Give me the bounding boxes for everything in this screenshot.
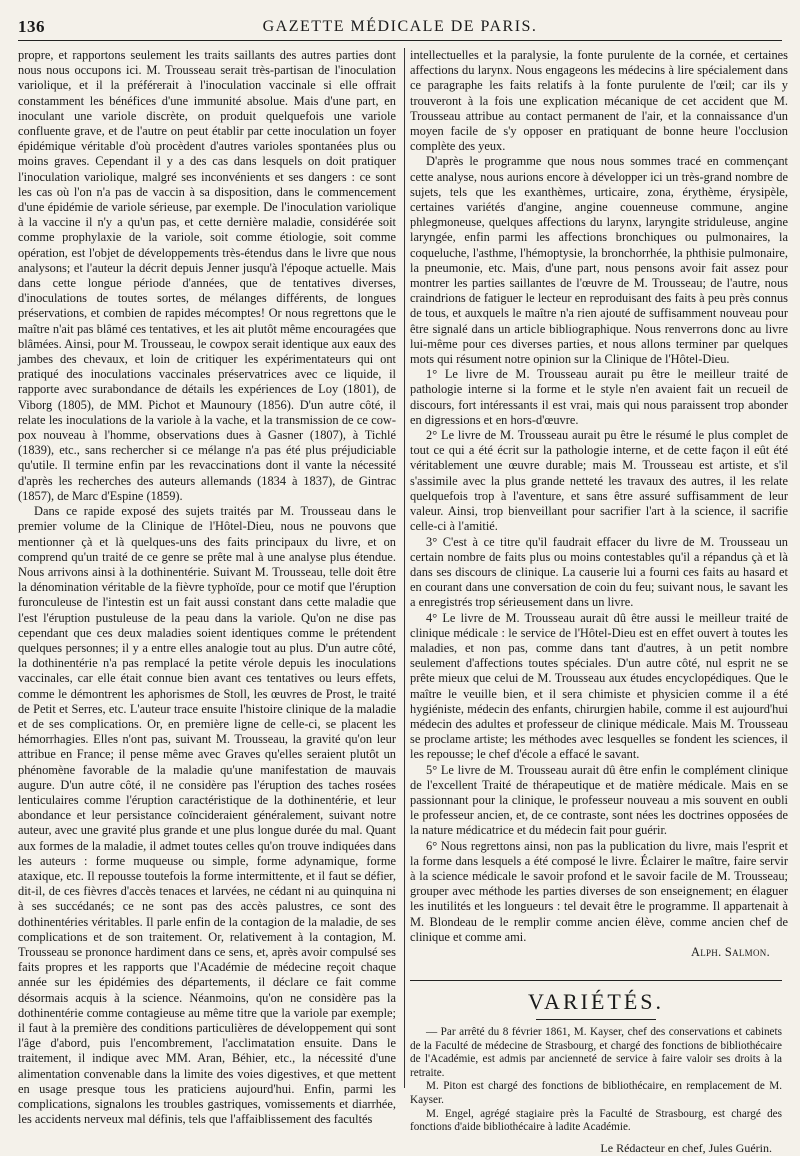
paragraph: Dans ce rapide exposé des sujets traités par M. Trousseau dans le premier volume de la Clinique de l'Hôtel-Dieu, nous ne pouvons que mentionner çà et là quelques-uns des faits principaux du livre, et on comprend qu'un traité de ce genre se prête mal à une analyse plus étendue. Nous arrivons ainsi à la dothinentérie. Suivant M. Trousseau, telle doit être la dénomination véritable de la fièvre typhoïde, pour ce motif que l'éruption furonculeuse de l'intestin est un fait aussi constant dans cette maladie que l'est l'éruption pustuleuse de la peau dans la variole. Qu'on ne dise pas cependant que ces deux maladies soient identiques comme le prétendent quelques personnes; il y a entre elles analogie tout au plus. D'un autre côté, la dothinentérie n'a pas remplacé la petite vérole depuis les inoculations vaccinales, car elle était connue bien avant ces tentatives ou leurs effets, comme le démontrent les aphorismes de Stoll, les œuvres de Prost, le traité de Petit et Serres, etc. L'auteur trace ensuite l'histoire clinique de la maladie et de ses complications. Or, en première ligne de celle-ci, se placent les hémorrhagies. Elles n'ont pas, suivant M. Trousseau, la gravité qu'on leur attribue en France; il pense même avec Graves qu'elles seraient plutôt un phénomène favorable de la maladie qu'une manifestation de mauvais augure. D'un autre côté, il ne considère pas l'éruption des taches rosées lenticulaires comme l'éruption caractéristique de la dothinentérie, et leur abondance et leur persistance coïncideraient généralement, suivant notre auteur, avec une gravité plus grande et une plus longue durée du mal. Quant aux formes de la maladie, il admet toutes celles qu'on trouve indiquées dans les auteurs : forme muqueuse ou simple, forme adynamique, forme ataxique, etc. Il repousse toutefois la forme intermittente, et il faut se défier, dit-il, de ces fièvres d'accès tenaces et larvées, ne cédant ni au quinquina ni à ses succédanés; ce ne sont pas des accès palustres, ce sont des dothinentéries véritables. Il parle enfin de la contagion de la maladie, de ses complications et de son traitement. Or, relativement à la contagion, M. Trousseau se prononce hardiment dans ce sens, et, après avoir compulsé ses faits propres et les rapports que l'Académie de médecine reçoit chaque année sur les épidémies des départements, il déclare ce fait comme désormais acquis à la science. Néanmoins, qu'on ne considère pas la dothinentérie comme contagieuse au même titre que la variole par exemple; il faut à la première des conditions particulières de développement qui sont l'âge d'abord, puis l'encombrement, l'acclimatation ensuite. Dans le traitement, il indique avec MM. Aran, Béhier, etc., la nécessité d'une alimentation convenable dans la limite des voies digestives, et que mettent en usage presque tous les praticiens aujourd'hui. Enfin, parmi les complications, signalons les troubles gastriques, vomissements et diarrhée, les accidents nerveux mal définis, tels que l'affaiblissement des facultés xyxy=(18,504,396,1127)
varietes-text xyxy=(410,1026,782,1135)
paragraph: intellectuelles et la paralysie, la fonte purulente de la cornée, et certaines affections du larynx. Nous engageons les médecins à lire spécialement dans ce paragraphe les faits relatifs à la fonte purulente de l'œil; car ils y trouveront à la fois une explication mécanique de cet accident que M. Trousseau attribue au contact permanent de l'air, et la connaissance d'un moyen facile de s'y opposer en pratiquant de bonne heure l'occlusion complète des yeux. xyxy=(410,48,788,154)
news-item: M. Piton est chargé des fonctions de bibliothécaire, en remplacement de M. Kayser. xyxy=(410,1080,782,1106)
numbered-paragraph: 5° Le livre de M. Trousseau aurait dû être enfin le complément clinique de l'excellent Traité de thérapeutique et de matière médicale. Mais en se passionnant pour la clinique, le professeur nouveau a mis souvent en oubli le professeur ancien, et, de ce contraste, sont nées les doctrines opposées de la nature médicatrice et du médecin fait pour guérir. xyxy=(410,762,788,838)
numbered-paragraph: 3° C'est à ce titre qu'il faudrait effacer du livre de M. Trousseau un certain nombre de faits plus ou moins contestables qu'il a répandus çà et là dans ses discours de clinique. La causerie lui a fourni ces faits au hasard et en courant dans une conversation de coin du feu; suivant nous, le savant les a enregistrés trop sérieusement dans un livre. xyxy=(410,534,788,610)
news-item: — Par arrêté du 8 février 1861, M. Kayser, chef des conservations et cabinets de la Faculté de médecine de Strasbourg, et chargé des fonctions de bibliothécaire de l'Académie, est admis par ancienneté de service à faire valoir ses droits à la retraite. xyxy=(410,1026,782,1079)
numbered-paragraph: 1° Le livre de M. Trousseau aurait pu être le meilleur traité de pathologie interne si la forme et le style n'en avaient fait un recueil de discours, fort intéressants il est vrai, mais qui nous paraissent trop abonder en digressions et en hors-d'œuvre. xyxy=(410,367,788,427)
author-signature: Alph. Salmon. xyxy=(690,944,770,959)
right-column xyxy=(410,48,788,960)
left-column xyxy=(18,48,405,1127)
paragraph: D'après le programme que nous nous sommes tracé en commençant cette analyse, nous aurions encore à développer ici un très-grand nombre de sujets, tels que les exanthèmes, urticaire, zona, érythème, érysipèle, certaines variétés d'angine, angine couenneuse commune, angine phlegmoneuse, quelques affections du larynx, laryngite striduleuse, angine laryngée, enfin parmi les affections bronchiques ou pulmonaires, la coqueluche, l'asthme, l'hémoptysie, la bronchorrhée, la phthisie pulmonaire, la pneumonie, etc. Mais, d'une part, nous pensons avoir fait assez pour montrer les parties saillantes de l'œuvre de M. Trousseau; de l'autre, nous craindrions de fatiguer le lecteur en reproduisant des faits à peu près connus de tous, et auxquels le maître n'a rien ajouté de suffisamment nouveau pour être signalé dans un article bibliographique. Nous renverrons donc au livre lui-même pour ces diverses parties, et nous allons terminer par quelques mots qui résument notre opinion sur la Clinique de l'Hôtel-Dieu. xyxy=(410,154,788,367)
running-title: GAZETTE MÉDICALE DE PARIS. xyxy=(262,18,538,35)
varietes-section xyxy=(410,980,782,1156)
numbered-paragraph: 4° Le livre de M. Trousseau aurait dû être aussi le meilleur traité de clinique médicale : le service de l'Hôtel-Dieu est en effet ouvert à toutes les maladies, et non pas, comme dans tant d'autres, à un petit nombre seulement d'affections toutes spéciales. D'un autre côté, nul esprit ne se prête mieux que celui de M. Trousseau aux études encyclopédiques. Que le maître le veuille bien, et il sera chimiste et physicien comme il a été hygiéniste, médecin des enfants, chirurgien habile, comme il est aujourd'hui médecin des adultes et professeur de clinique médicale. Mais M. Trousseau se proclame artiste; les méthodes avec lesquelles se fondent les sciences, il les repousse; le chef d'école a effacé le savant. xyxy=(410,610,788,762)
page-header xyxy=(18,14,782,41)
numbered-paragraph: 6° Nous regrettons ainsi, non pas la publication du livre, mais l'esprit et la forme dans lesquels a été composé le livre. Éclairer le maître, faire servir à la science médicale le savoir profond et le savoir facile de M. Trousseau; grouper avec méthode les parties diverses de son enseignement; en élaguer les inutilités et les longueurs : tel devait être le programme. Il appartenait à M. Blondeau de le remplir comme ancien élève, comme ancien chef de clinique et comme ami. xyxy=(410,838,788,944)
section-title: VARIÉTÉS. xyxy=(528,989,664,1014)
editor-line: Le Rédacteur en chef, Jules Guérin. xyxy=(600,1140,772,1155)
paragraph: propre, et rapportons seulement les traits saillants des autres parties dont nous nous occupons ici. M. Trousseau serait très-partisan de l'inoculation variolique, et il la préférerait à l'inoculation vaccinale si elle offrait constamment les bénéfices d'une immunité absolue. Mais d'une part, en inoculant une variole discrète, on produit quelquefois une variole confluente grave, et de l'autre on peut établir par cette inoculation un foyer épidémique véritable d'où procèdent d'autres varioles spontanées plus ou moins graves. Cependant il y a des cas dans lesquels on doit pratiquer l'inoculation variolique, malgré ses inconvénients et ses dangers : ce sont les cas où l'on n'a pas de vaccin à sa disposition, dans le commencement d'une épidémie de variole sérieuse, par exemple. De l'inoculation variolique à la vaccine il n'y a qu'un pas, et cette dernière maladie, considérée soit comme prophylaxie de la variole, soit comme étiologie, soit comme opération, est l'objet de développements très-étendus dans le livre que nous analysons; et l'auteur la décrit depuis Jenner jusqu'à l'époque actuelle. Mais dans cette longue période d'années, que de tentatives diverses, d'inoculations de toutes sortes, de mélanges différents, de longues préservations, et combien de rapides mécomptes! Or nous regrettons que le maître n'ait pas blâmé ces tentatives, et les ait plutôt même encouragées que blâmées. Ainsi, pour M. Trousseau, le cowpox serait identique aux eaux des jambes des chevaux, et loin de critiquer les expérimentateurs qui ont pratiqué des inoculations vaccinales préservatrices avec ce liquide, il rapporte avec surabondance de détails les expériences de Loy (1801), de Viborg (1805), de MM. Pichot et Maunoury (1856). D'un autre côté, il relate les inoculations de la variole à la vache, et la transmission de ce cow-pox nouveau à l'homme, observations dues à Gasner (1807), à Tichlé (1839), etc., sans rechercher si ce mélange n'a pas été plus préjudiciable qu'utile. Il termine enfin par les revaccinations dont il vante la nécessité d'après les recherches des auteurs allemands (1834 à 1837), de Gintrac (1857), de Marc d'Espine (1859). xyxy=(18,48,396,503)
page-number: 136 xyxy=(18,17,45,36)
title-rule xyxy=(536,1019,656,1020)
numbered-paragraph: 2° Le livre de M. Trousseau aurait pu être le résumé le plus complet de tout ce qui a été écrit sur la pathologie interne, et de cette façon il eût été véritablement une œuvre durable; mais M. Trousseau est artiste, et s'il s'assimile avec la plus grande netteté les travaux des autres, il les relate quelquefois trop à l'aventure, et sans être assuré suffisamment de leur valeur. Ainsi, trop bienveillant pour sacrifier l'art à la science, il sacrifie celle-ci à l'amitié. xyxy=(410,428,788,534)
news-item: M. Engel, agrégé stagiaire près la Faculté de Strasbourg, est chargé des fonctions d'aide bibliothécaire à ladite Académie. xyxy=(410,1107,782,1134)
